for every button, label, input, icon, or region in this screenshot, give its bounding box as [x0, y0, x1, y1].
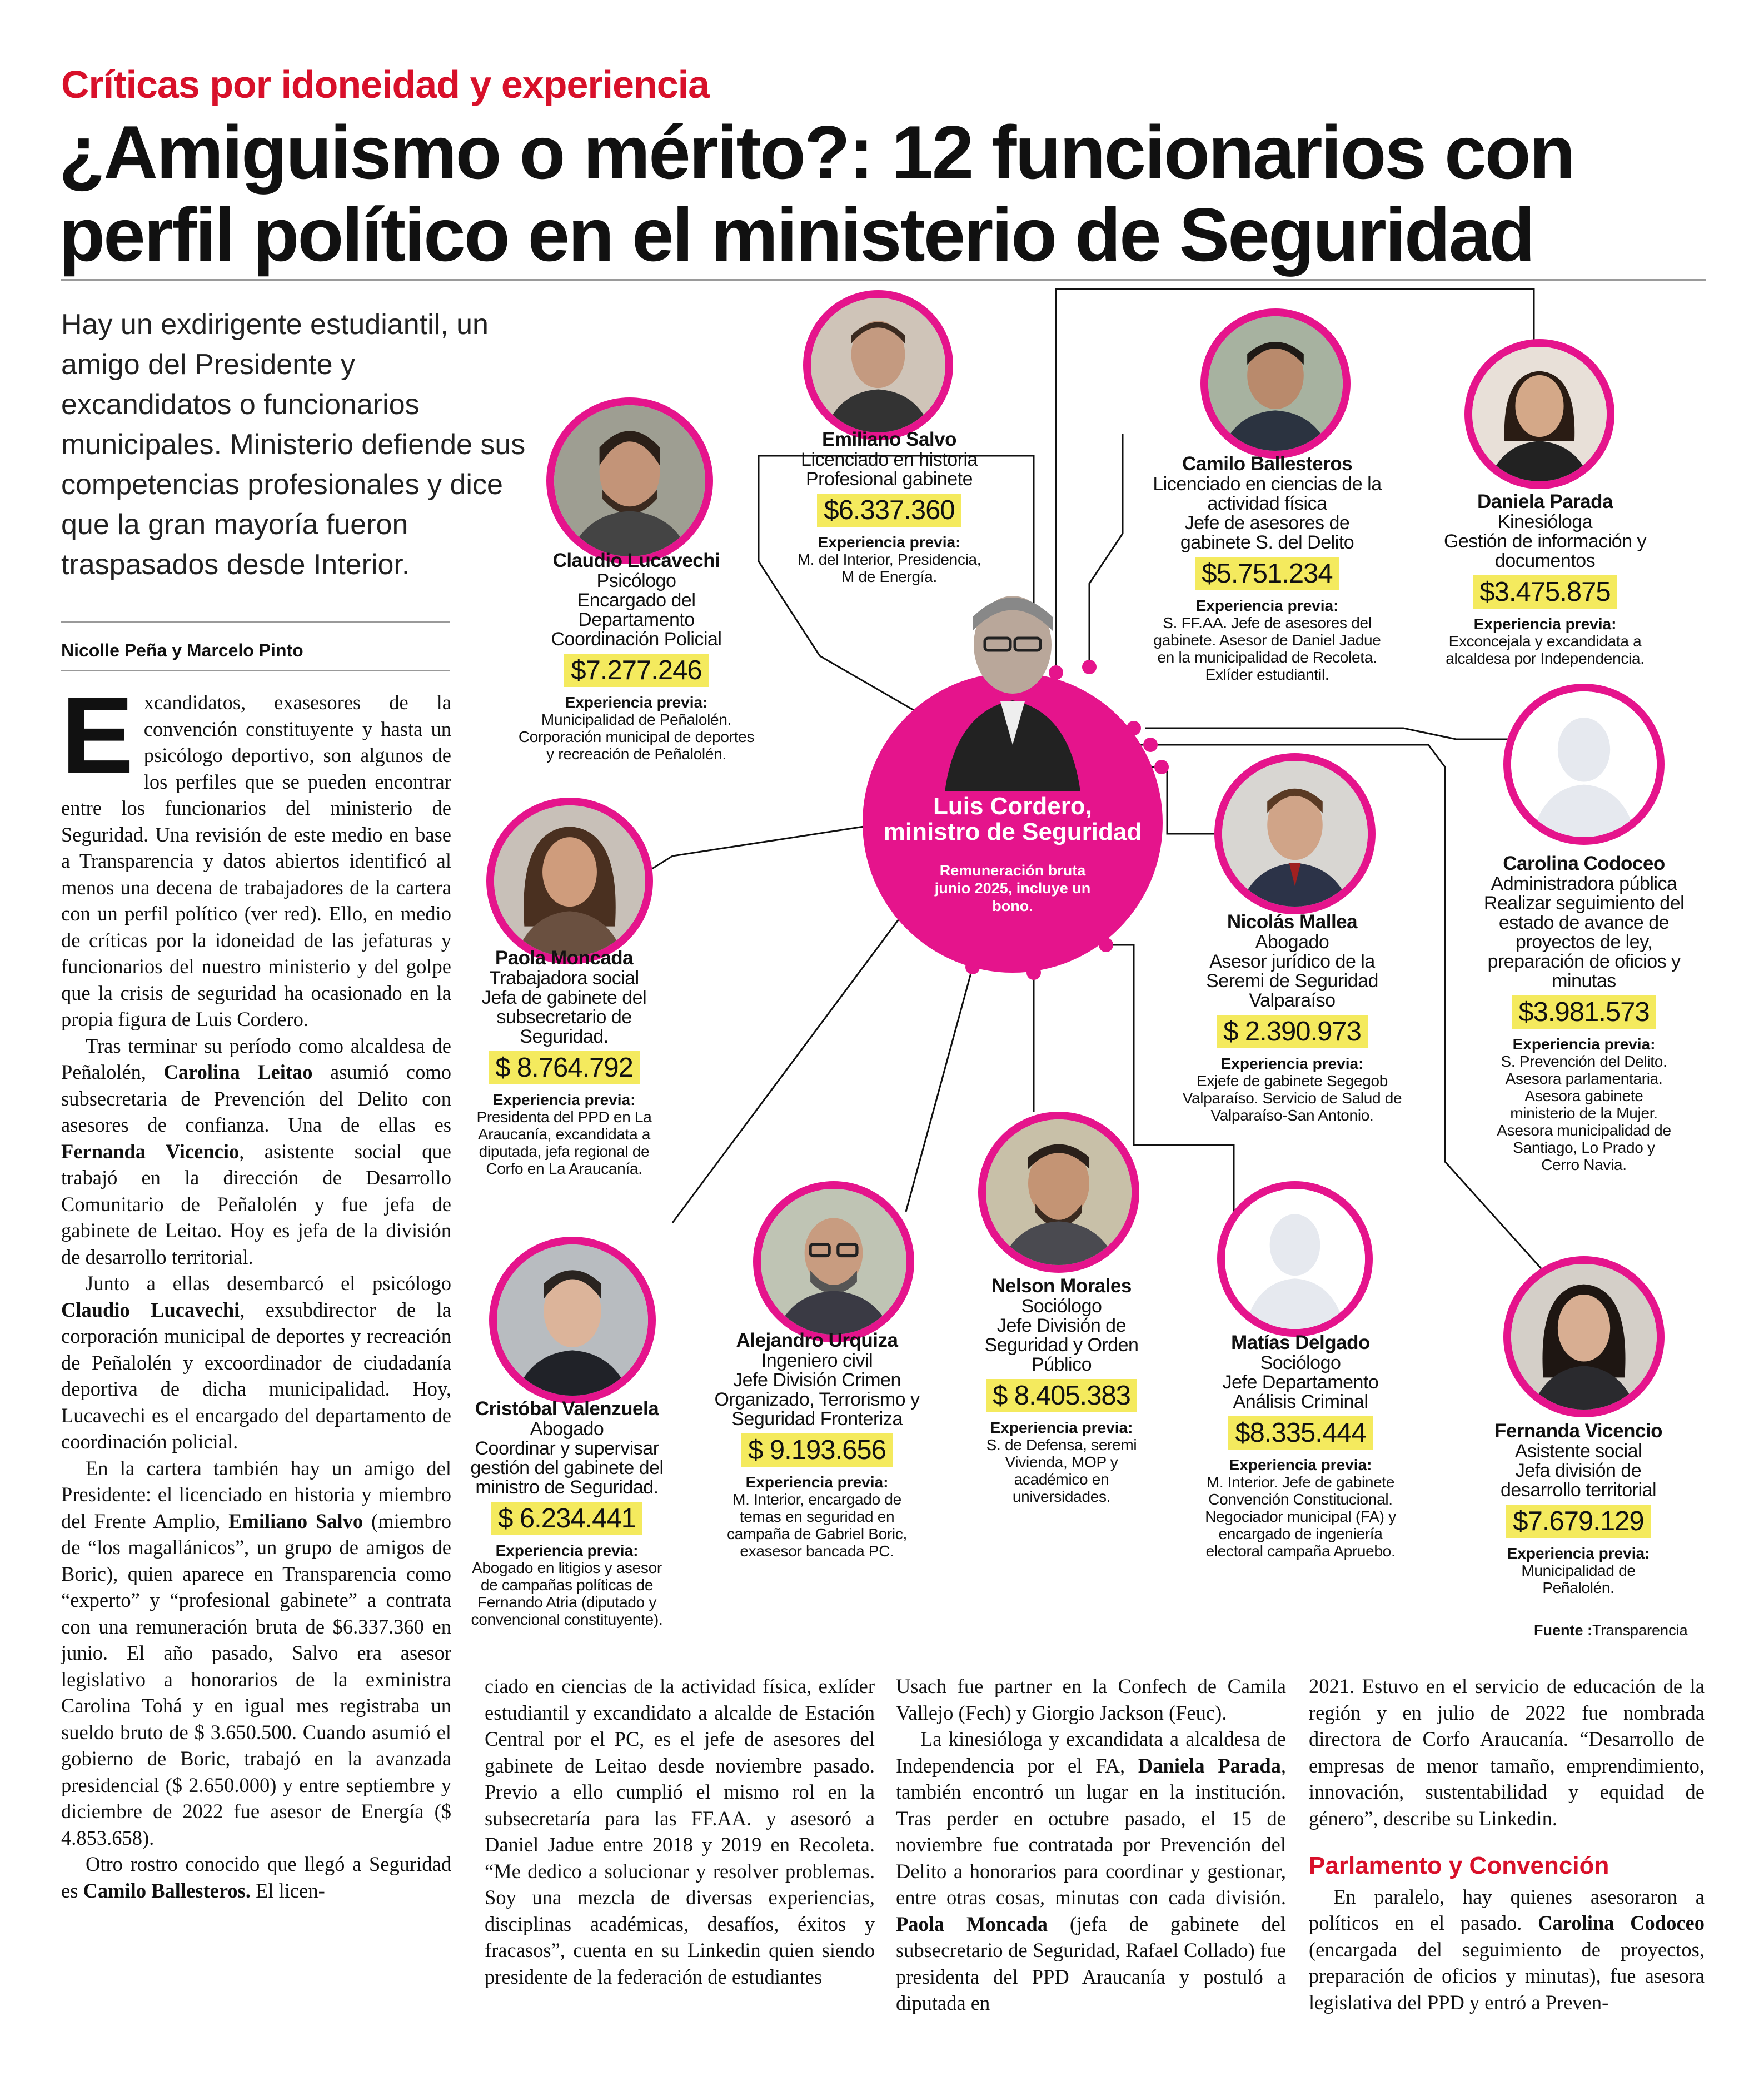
line-alejandro	[906, 967, 973, 1212]
person-detail: Sociólogo	[1260, 1352, 1341, 1373]
person-detail: Seremi de Seguridad	[1206, 970, 1378, 992]
experience-line: Peñalolén.	[1542, 1579, 1614, 1596]
person-detail: Organizado, Terrorismo y	[714, 1389, 920, 1410]
person-detail: Gestión de información y	[1443, 531, 1647, 552]
experience-line: alcaldesa por Independencia.	[1446, 650, 1645, 667]
person-detail: Análisis Criminal	[1233, 1391, 1368, 1412]
person-detail: Jefe Departamento	[1222, 1372, 1379, 1393]
card-cristobal	[436, 1398, 697, 1628]
experience-line: Fernando Atria (diputado y	[477, 1594, 657, 1611]
person-detail: Seguridad y Orden	[984, 1335, 1139, 1356]
experience-label: Experiencia previa:	[492, 1091, 636, 1108]
salary-badge: $ 6.234.441	[491, 1502, 642, 1535]
experience-line: Corporación municipal de deportes	[518, 728, 755, 745]
experience-line: Corfo en La Araucanía.	[486, 1160, 642, 1177]
avatar-cristobal	[489, 1237, 656, 1403]
experience-line: Asesora parlamentaria.	[1505, 1070, 1663, 1087]
person-detail: Trabajadora social	[489, 968, 639, 989]
person-detail: Asistente social	[1514, 1441, 1642, 1462]
experience-line: académico en	[1014, 1471, 1109, 1488]
person-detail: actividad física	[1207, 493, 1327, 514]
experience-line: campaña de Gabriel Boric,	[726, 1525, 907, 1542]
experience-line: S. de Defensa, seremi	[986, 1436, 1137, 1453]
salary-badge: $5.751.234	[1195, 557, 1339, 590]
person-detail: subsecretario de	[496, 1007, 632, 1028]
experience-line: Cerro Navia.	[1541, 1156, 1627, 1173]
avatar-emiliano	[803, 290, 953, 440]
experience-label: Experiencia previa:	[565, 694, 708, 711]
experience-label: Experiencia previa:	[1220, 1055, 1364, 1072]
person-name: Carolina Codoceo	[1503, 853, 1665, 874]
salary-badge: $3.475.875	[1473, 575, 1617, 609]
deck: Hay un exdirigente estudiantil, un amigo del Presidente y excandidatos o funcionarios municipales. Ministerio defiende sus competencias profesionales y dice que la gran mayoría fueron traspasados desde Interior.	[61, 308, 526, 581]
person-detail: documentos	[1494, 550, 1596, 571]
line-carolina	[1145, 728, 1534, 739]
person-detail: minutas	[1552, 970, 1616, 992]
person-detail: estado de avance de	[1498, 912, 1670, 933]
experience-line: M. Interior, encargado de	[732, 1491, 901, 1508]
connector-dot	[1154, 760, 1169, 774]
person-detail: proyectos de ley,	[1515, 932, 1652, 953]
line-daniela	[1389, 289, 1534, 345]
avatar-paola	[486, 798, 653, 964]
experience-label: Experiencia previa:	[990, 1419, 1133, 1436]
experience-line: en la municipalidad de Recoleta.	[1157, 649, 1377, 666]
person-detail: Kinesióloga	[1497, 511, 1593, 532]
avatar-nelson	[978, 1112, 1139, 1273]
experience-line: Exlíder estudiantil.	[1205, 666, 1329, 683]
experience-line: temas en seguridad en	[739, 1508, 895, 1525]
person-detail: Valparaíso	[1249, 990, 1336, 1011]
salary-badge: $6.337.360	[817, 494, 961, 527]
person-name: Paola Moncada	[495, 947, 634, 969]
minister-note: Remuneración bruta junio 2025, incluye un bono.	[934, 862, 1091, 914]
experience-line: Asesora gabinete	[1524, 1087, 1643, 1104]
headline-line-2: perfil político en el ministerio de Seguridad	[59, 192, 1534, 277]
person-name: Emiliano Salvo	[822, 429, 956, 450]
person-name: Alejandro Urquiza	[736, 1330, 898, 1351]
card-nelson	[945, 1276, 1178, 1505]
experience-line: encargado de ingeniería	[1218, 1525, 1383, 1542]
salary-badge: $ 8.764.792	[489, 1051, 640, 1084]
person-silhouette-icon	[1225, 1189, 1365, 1329]
minister-role: ministro de Seguridad	[883, 818, 1142, 845]
experience-line: Araucanía, excandidata a	[477, 1126, 651, 1143]
minister-name-block	[863, 794, 1163, 845]
experience-line: electoral campaña Apruebo.	[1205, 1542, 1396, 1560]
person-detail: Jefa división de	[1515, 1460, 1642, 1481]
person-detail: Licenciado en ciencias de la	[1153, 474, 1382, 495]
minister-portrait	[934, 578, 1092, 791]
person-name: Camilo Ballesteros	[1182, 453, 1353, 475]
person-detail: Jefe de asesores de	[1184, 512, 1350, 534]
person-detail: Administradora pública	[1491, 873, 1677, 894]
drop-cap: E	[61, 674, 134, 796]
salary-badge: $ 2.390.973	[1217, 1015, 1368, 1048]
experience-line: Asesora municipalidad de	[1497, 1122, 1671, 1139]
section-subhead: Parlamento y Convención	[1309, 1852, 1609, 1879]
experience-line: M. del Interior, Presidencia,	[797, 551, 981, 568]
person-detail: Licenciado en historia	[801, 449, 978, 470]
experience-line: exasesor bancada PC.	[740, 1542, 894, 1560]
salary-badge: $7.277.246	[564, 654, 708, 687]
minister-hub	[863, 673, 1163, 973]
person-detail: gabinete S. del Delito	[1180, 532, 1354, 553]
experience-line: universidades.	[1012, 1488, 1111, 1505]
card-emiliano	[756, 429, 1023, 585]
person-name: Nicolás Mallea	[1227, 911, 1358, 933]
person-detail: Jefa de gabinete del	[481, 987, 647, 1008]
person-detail: preparación de oficios y	[1487, 951, 1681, 972]
headline-line-1: ¿Amiguismo o mérito?: 12 funcionarios con	[59, 110, 1574, 195]
person-name: Cristóbal Valenzuela	[475, 1398, 659, 1420]
experience-label: Experiencia previa:	[1229, 1456, 1372, 1473]
experience-line: S. FF.AA. Jefe de asesores del	[1163, 614, 1372, 631]
experience-line: diputada, jefa regional de	[479, 1143, 650, 1160]
person-detail: Abogado	[530, 1418, 604, 1440]
experience-line: de campañas políticas de	[480, 1576, 654, 1594]
experience-label: Experiencia previa:	[1195, 597, 1339, 614]
salary-badge: $7.679.129	[1506, 1505, 1650, 1538]
person-name: Daniela Parada	[1477, 491, 1613, 512]
experience-line: Valparaíso. Servicio de Salud de	[1182, 1089, 1402, 1107]
person-detail: desarrollo territorial	[1501, 1480, 1656, 1501]
experience-line: S. Prevención del Delito.	[1501, 1053, 1667, 1070]
experience-line: ministerio de la Mujer.	[1510, 1104, 1658, 1122]
salary-badge: $ 8.405.383	[986, 1379, 1137, 1412]
experience-label: Experiencia previa:	[1507, 1545, 1650, 1562]
avatar-carolina-silhouette	[1503, 684, 1665, 845]
avatar-alejandro	[753, 1181, 914, 1342]
experience-line: Exjefe de gabinete Segegob	[1196, 1072, 1388, 1089]
body-column-4: 2021. Estuvo en el servicio de educación de la región y en julio de 2022 fue nombrada directora de Corfo Araucanía. “Desarrollo de empresas de menor tamaño, emprendimiento, innovación, sustentabilidad y equidad de género”, describe su Linkedin. Parlamento y Convención En paralelo, hay quienes asesoraron a políticos en el pasado. Carolina Codoceo (encargada del seguimiento de proyectos, preparación de oficios y minutas), fue asesora legislativa del PPD y entró a Preven-	[1309, 1675, 1705, 2014]
salary-badge: $3.981.573	[1512, 995, 1656, 1029]
experience-label: Experiencia previa:	[1473, 615, 1617, 633]
person-detail: Público	[1031, 1354, 1092, 1375]
source-value: Transparencia	[1592, 1622, 1688, 1639]
person-detail: Ingeniero civil	[761, 1350, 873, 1371]
person-name: Claudio Lucavechi	[552, 550, 720, 571]
person-name: Fernanda Vicencio	[1494, 1420, 1663, 1442]
person-detail: Realizar seguimiento del	[1483, 893, 1685, 914]
line-cristobal	[672, 917, 900, 1223]
body-column-1: Excandidatos, exasesores de la convención constituyente y hasta un psicólogo deportivo, son algunos de los perfiles que se pueden encontrar entre los funcionarios del ministerio de Seguridad. Una revisión de este medio en base a Transparencia y datos abiertos identificó al menos una decena de trabajadores de la cartera con un perfil político (ver red). Ello, en medio de críticas por la idoneidad de las jefaturas y funcionarios del nuestro ministerio y del golpe que la crisis de seguridad ha ocasionado en la propia figura de Luis Cordero. Tras terminar su período como alcaldesa de Peñalolén, Carolina Leitao asumió como subsecretaria de Prevención del Delito con asesores de confianza. Una de ellas es Fernanda Vicencio, asistente social que trabajó en la dirección de Desarrollo Comunitario de Peñalolén y fue jefa de gabinete de Leitao. Hoy es jefa de la división de desarrollo territorial. Junto a ellas desembarcó el psicólogo Claudio Lucavechi, exsubdirector de la corporación municipal de deportes y recreación de Peñalolén y excoordinador de ciudadanía deportiva de dicha municipalidad. Hoy, Lucavechi es el encargado del departamento de coordinación policial. En la cartera también hay un amigo del Presidente: el licenciado en historia y miembro del Frente Amplio, Emiliano Salvo (miembro de “los magallánicos”, un grupo de amigos de Boric), quien aparece en Transparencia como “experto” y “profesional gabinete” a contrata con una remuneración bruta de $6.337.360 en junio. El año pasado, Salvo era asesor legislativo a honorarios de la exministra Carolina Tohá y en igual mes registraba un sueldo bruto de $ 3.650.500. Cuando asumió el gobierno de Boric, trabajó en la avanzada presidencial ($ 2.650.000) y entre septiembre y diciembre de 2022 fue asesor de Energía ($ 4.853.658). Otro rostro conocido que llegó a Seguridad es Camilo Ballesteros. El licen-	[61, 674, 451, 1902]
kicker: Críticas por idoneidad y experiencia	[61, 63, 710, 106]
experience-line: gabinete. Asesor de Daniel Jadue	[1153, 631, 1381, 649]
experience-label: Experiencia previa:	[818, 534, 961, 551]
byline: Nicolle Peña y Marcelo Pinto	[61, 640, 303, 660]
avatar-matias-silhouette	[1217, 1181, 1373, 1337]
body-column-3: Usach fue partner en la Confech de Camila Vallejo (Fech) y Giorgio Jackson (Feuc). La kinesióloga y excandidata a alcaldesa de Independencia por el FA, Daniela Parada, también encontró un lugar en la institución. Tras perder en octubre pasado, el 15 de noviembre fue contratada por Prevención del Delito a honorarios para coordinar y gestionar, entre otras cosas, minutas con cada división. Paola Moncada (jefa de gabinete del subsecretario de Seguridad, Rafael Collado) fue presidenta del PPD Araucanía y postuló a diputada en	[896, 1675, 1286, 2014]
person-detail: Jefe División de	[996, 1315, 1126, 1336]
person-detail: Profesional gabinete	[805, 469, 973, 490]
card-daniela	[1417, 491, 1673, 667]
experience-line: Santiago, Lo Prado y	[1513, 1139, 1655, 1156]
person-detail: Abogado	[1255, 932, 1329, 953]
experience-line: M. Interior. Jefe de gabinete	[1206, 1473, 1395, 1491]
person-detail: Coordinar y supervisar	[475, 1438, 659, 1459]
body-column-2: ciado en ciencias de la actividad física, exlíder estudiantil y excandidato a alcalde de Estación Central por el PC, es el jefe de asesores del gabinete de Leitao desde noviembre pasado. Previo a ello cumplió el mismo rol en la subsecretaría para las FF.AA. y asesoró a Daniel Jadue entre 2018 y 2019 en Recoleta. “Me dedico a solucionar y resolver problemas. Soy una mezcla de diversas experiencias, disciplinas académicas, desafíos, éxitos y fracasos”, cuenta en su Linkedin quien siendo presidente de la federación de estudiantes	[485, 1675, 875, 1988]
experience-line: Municipalidad de	[1521, 1562, 1636, 1579]
experience-line: Vivienda, MOP y	[1005, 1453, 1118, 1471]
person-detail: Seguridad.	[520, 1026, 609, 1047]
card-nicolas	[1156, 912, 1428, 1124]
experience-line: Valparaíso-San Antonio.	[1210, 1107, 1374, 1124]
experience-line: convencional constituyente).	[471, 1611, 663, 1628]
avatar-camilo	[1200, 308, 1351, 459]
experience-label: Experiencia previa:	[495, 1542, 639, 1559]
card-camilo	[1117, 454, 1417, 683]
experience-line: y recreación de Peñalolén.	[546, 745, 726, 763]
card-carolina	[1462, 853, 1706, 1173]
person-detail: Coordinación Policial	[551, 629, 722, 650]
person-detail: Asesor jurídico de la	[1209, 951, 1375, 972]
avatar-daniela	[1464, 339, 1614, 489]
experience-label: Experiencia previa:	[1512, 1035, 1656, 1053]
salary-badge: $ 9.193.656	[741, 1433, 893, 1467]
person-detail: Departamento	[578, 609, 695, 630]
experience-line: Convención Constitucional.	[1208, 1491, 1393, 1508]
card-alejandro	[692, 1330, 942, 1560]
connector-dot	[1143, 738, 1158, 752]
minister-name: Luis Cordero,	[933, 793, 1093, 820]
person-detail: Sociólogo	[1021, 1296, 1102, 1317]
avatar-claudio	[546, 397, 713, 564]
avatar-fernanda	[1503, 1256, 1665, 1417]
person-silhouette-icon	[1511, 691, 1657, 837]
person-name: Nelson Morales	[991, 1275, 1132, 1297]
person-detail: ministro de Seguridad.	[475, 1477, 659, 1498]
experience-line: Presidenta del PPD en La	[476, 1108, 652, 1126]
avatar-nicolas	[1214, 753, 1376, 914]
experience-label: Experiencia previa:	[745, 1473, 889, 1491]
card-matias	[1173, 1332, 1428, 1560]
experience-line: Exconcejala y excandidata a	[1448, 633, 1642, 650]
person-detail: Jefe División Crimen	[733, 1370, 901, 1391]
card-paola	[447, 948, 681, 1177]
person-name: Matías Delgado	[1231, 1332, 1370, 1353]
experience-line: Municipalidad de Peñalolén.	[541, 711, 732, 728]
person-detail: Encargado del	[577, 590, 696, 611]
salary-badge: $8.335.444	[1228, 1416, 1372, 1450]
person-detail: Seguridad Fronteriza	[731, 1408, 903, 1430]
source-label: Fuente :	[1534, 1622, 1592, 1639]
experience-line: Negociador municipal (FA) y	[1205, 1508, 1396, 1525]
card-fernanda	[1451, 1421, 1706, 1596]
card-claudio	[503, 550, 770, 763]
experience-line: M de Energía.	[841, 568, 937, 585]
line-paola	[628, 823, 889, 884]
person-detail: gestión del gabinete del	[470, 1457, 664, 1478]
source-credit	[1534, 1622, 1688, 1639]
experience-line: Abogado en litigios y asesor	[472, 1559, 662, 1576]
person-detail: Psicólogo	[596, 570, 676, 591]
